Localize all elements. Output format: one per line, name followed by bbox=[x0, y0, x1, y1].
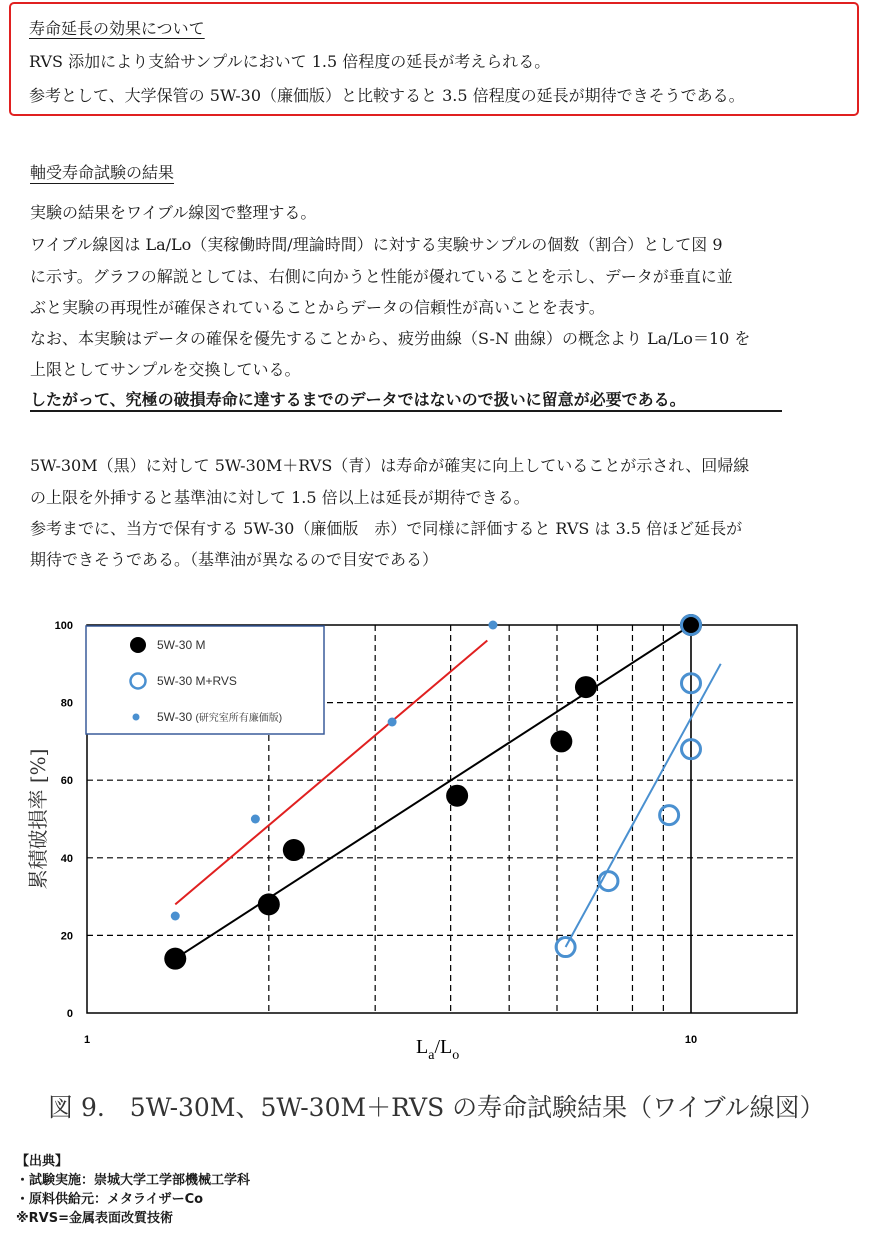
results-line-1: 実験の結果をワイブル線図で整理する。 bbox=[30, 203, 317, 222]
point-5w30m bbox=[164, 948, 186, 970]
discussion-line-3: 参考までに、当方で保有する 5W-30（廉価版 赤）で同様に評価すると RVS は 3.5 倍ほど延長が bbox=[30, 519, 743, 538]
discussion-line-1: 5W-30M（黒）に対して 5W-30M＋RVS（青）は寿命が確実に向上していることが示され、回帰線 bbox=[30, 456, 750, 475]
results-emphasis: したがって、究極の破損寿命に達するまでのデータではないので扱いに留意が必要である。 bbox=[30, 390, 686, 409]
discussion-line-4: 期待できそうである。（基準油が異なるので目安である） bbox=[30, 550, 439, 569]
summary-line-2: 参考として、大学保管の 5W-30（廉価版）と比較すると 3.5 倍程度の延長が期待できそうである。 bbox=[29, 86, 745, 105]
y-tick-label: 40 bbox=[60, 852, 73, 865]
point-5w30-reference bbox=[488, 621, 497, 630]
y-tick-label: 60 bbox=[60, 775, 73, 788]
point-5w30-reference bbox=[171, 912, 180, 921]
source-line-2: ・原料供給元：メタライザーCo bbox=[16, 1192, 204, 1207]
point-5w30-reference bbox=[388, 718, 397, 727]
summary-title: 寿命延長の効果について bbox=[29, 19, 205, 38]
source-heading: 【出典】 bbox=[16, 1154, 69, 1169]
legend-marker-5w30m bbox=[130, 637, 146, 653]
results-line-6: 上限としてサンプルを交換している。 bbox=[30, 360, 301, 379]
y-tick-label: 0 bbox=[66, 1008, 73, 1020]
point-5w30m bbox=[550, 730, 572, 752]
figure-caption: 図 9. 5W-30M、5W-30M＋RVS の寿命試験結果（ワイブル線図） bbox=[48, 1093, 825, 1122]
legend-label-5w30-reference: 5W-30 (研究室所有廉価版) bbox=[157, 710, 283, 724]
source-line-1: ・試験実施：崇城大学工学部機械工学科 bbox=[16, 1173, 251, 1188]
results-title: 軸受寿命試験の結果 bbox=[30, 163, 175, 182]
legend-marker-5w30-reference bbox=[133, 714, 140, 721]
source-line-3: ※RVS=金属表面改質技術 bbox=[16, 1211, 173, 1226]
y-tick-label: 20 bbox=[60, 930, 73, 943]
point-5w30-reference bbox=[251, 815, 260, 824]
legend-label-5w30m: 5W-30 M bbox=[157, 638, 206, 652]
results-line-3: に示す。グラフの解説としては、右側に向かうと性能が優れていることを示し、データが垂直に並 bbox=[30, 267, 733, 286]
results-line-4: ぶと実験の再現性が確保されていることからデータの信頼性が高いことを表す。 bbox=[30, 298, 605, 317]
point-5w30m bbox=[446, 785, 468, 807]
x-tick-label: 1 bbox=[83, 1034, 91, 1046]
y-tick-label: 100 bbox=[54, 620, 73, 632]
emphasis-underline bbox=[30, 410, 782, 412]
results-line-2: ワイブル線図は La/Lo（実稼働時間/理論時間）に対する実験サンプルの個数（割合）として図 9 bbox=[30, 235, 723, 254]
x-tick-label: 10 bbox=[684, 1034, 698, 1046]
y-tick-label: 80 bbox=[60, 697, 73, 710]
summary-line-1: RVS 添加により支給サンプルにおいて 1.5 倍程度の延長が考えられる。 bbox=[29, 52, 551, 71]
discussion-line-2: の上限を外挿すると基準油に対して 1.5 倍以上は延長が期待できる。 bbox=[30, 488, 530, 507]
legend-label-5w30m-rvs: 5W-30 M+RVS bbox=[157, 674, 237, 688]
point-5w30m bbox=[258, 893, 280, 915]
x-axis-label: $L_a/L_o$ bbox=[416, 1036, 460, 1060]
results-line-5: なお、本実験はデータの確保を優先することから、疲労曲線（S-N 曲線）の概念より La/Lo＝10 を bbox=[30, 329, 751, 348]
weibull-chart bbox=[0, 590, 870, 1060]
y-axis-label: 累積破損率 [%] bbox=[26, 748, 50, 890]
point-5w30m bbox=[283, 839, 305, 861]
point-5w30m bbox=[575, 676, 597, 698]
summary-box bbox=[9, 2, 859, 116]
